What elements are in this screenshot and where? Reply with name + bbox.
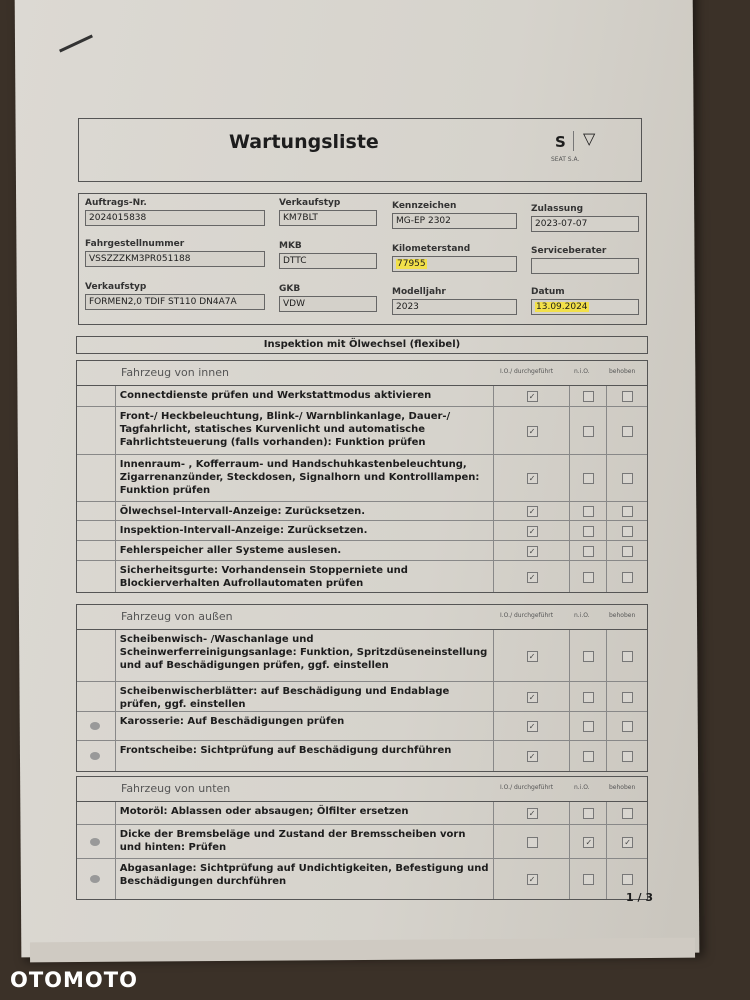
task-text: Fehlerspeicher aller Systeme auslesen.	[116, 541, 494, 560]
value: KM7BLT	[279, 210, 377, 226]
highlighted-value: 77955	[397, 259, 426, 269]
visual-check-icon	[90, 838, 100, 846]
section-header	[77, 777, 647, 802]
visual-check-icon	[90, 752, 100, 760]
check-cell	[570, 386, 607, 406]
checkbox-checked[interactable]: ✓	[527, 651, 538, 662]
field-verkaufstyp	[279, 198, 377, 226]
row-icon-cell	[77, 455, 116, 501]
section-title: Fahrzeug von unten	[121, 782, 231, 795]
checkbox-checked[interactable]: ✓	[527, 751, 538, 762]
checkbox-unchecked[interactable]	[622, 808, 633, 819]
checklist-row	[77, 455, 647, 502]
check-cell	[570, 455, 607, 501]
column-header: behoben	[609, 368, 636, 375]
label: Zulassung	[531, 204, 584, 214]
task-text: Connectdienste prüfen und Werkstattmodus aktivieren	[116, 386, 494, 406]
checkbox-unchecked[interactable]	[622, 526, 633, 537]
checkbox-unchecked[interactable]	[622, 572, 633, 583]
column-header: I.O./ durchgeführt	[500, 612, 554, 619]
logo-divider	[573, 131, 574, 151]
visual-check-icon	[90, 722, 100, 730]
label: Fahrgestellnummer	[85, 239, 185, 249]
check-cell	[494, 541, 571, 560]
checklist-row	[77, 741, 647, 771]
checkbox-unchecked[interactable]	[622, 751, 633, 762]
checkbox-unchecked[interactable]	[583, 874, 594, 885]
checkbox-unchecked[interactable]	[583, 692, 594, 703]
check-cell	[607, 630, 647, 681]
label: Kennzeichen	[392, 201, 457, 211]
row-icon-cell	[77, 407, 116, 454]
check-cell	[494, 741, 571, 771]
label: Verkaufstyp	[85, 282, 147, 292]
field-serviceberater	[531, 246, 639, 274]
checkbox-unchecked[interactable]	[622, 721, 633, 732]
check-cell	[607, 825, 647, 858]
label: Datum	[531, 287, 565, 297]
watermark: OTOMOTO	[10, 968, 138, 992]
page-number: 1 / 3	[626, 891, 653, 904]
check-cell	[607, 541, 647, 560]
inspection-type-banner: Inspektion mit Ölwechsel (flexibel)	[76, 336, 648, 354]
checkbox-unchecked[interactable]	[583, 473, 594, 484]
check-cell	[494, 561, 571, 592]
checklist-row	[77, 825, 647, 859]
section-header	[77, 605, 647, 630]
field-kilometerstand	[392, 244, 517, 272]
check-cell	[494, 682, 571, 711]
task-text: Ölwechsel-Intervall-Anzeige: Zurücksetzen.	[116, 502, 494, 520]
task-text: Inspektion-Intervall-Anzeige: Zurücksetzen.	[116, 521, 494, 540]
checkbox-checked[interactable]: ✓	[527, 506, 538, 517]
checkbox-unchecked[interactable]	[622, 426, 633, 437]
value: DTTC	[279, 253, 377, 269]
checkbox-unchecked[interactable]	[583, 526, 594, 537]
checkbox-unchecked[interactable]	[622, 692, 633, 703]
checkbox-checked[interactable]: ✓	[527, 473, 538, 484]
row-icon-cell	[77, 712, 116, 740]
checklist-row	[77, 521, 647, 541]
check-cell	[607, 682, 647, 711]
checklist-section	[76, 776, 648, 900]
section-title: Fahrzeug von innen	[121, 366, 229, 379]
check-cell	[570, 561, 607, 592]
value: 2024015838	[85, 210, 265, 226]
checkbox-checked[interactable]: ✓	[527, 721, 538, 732]
check-cell	[570, 502, 607, 520]
checkbox-checked[interactable]: ✓	[622, 837, 633, 848]
underlying-page	[30, 938, 695, 963]
section-title: Fahrzeug von außen	[121, 610, 233, 623]
field-modelljahr	[392, 287, 517, 315]
row-icon-cell	[77, 521, 116, 540]
check-cell	[570, 825, 607, 858]
checkbox-unchecked[interactable]	[583, 391, 594, 402]
field-fahrgestellnummer	[85, 239, 265, 267]
checkbox-checked[interactable]: ✓	[527, 526, 538, 537]
vehicle-info-box	[78, 193, 647, 325]
visual-check-icon	[90, 875, 100, 883]
column-header: I.O./ durchgeführt	[500, 368, 554, 375]
checkbox-checked[interactable]: ✓	[527, 692, 538, 703]
checklist-row	[77, 407, 647, 455]
checkbox-checked[interactable]: ✓	[527, 426, 538, 437]
check-cell	[570, 682, 607, 711]
task-text: Motoröl: Ablassen oder absaugen; Ölfilter ersetzen	[116, 802, 494, 824]
checkbox-unchecked[interactable]	[583, 721, 594, 732]
check-cell	[570, 541, 607, 560]
checkbox-checked[interactable]: ✓	[527, 808, 538, 819]
column-header: n.i.O.	[574, 368, 590, 375]
task-text: Scheibenwisch- /Waschanlage und Scheinwerferreinigungsanlage: Funktion, Spritzdüseneinstellung und auf Beschädigungen prüfen, ggf. einstellen	[116, 630, 494, 681]
row-icon-cell	[77, 825, 116, 858]
highlighted-value: 13.09.2024	[536, 302, 588, 312]
check-cell	[570, 741, 607, 771]
logo-brand-text: SEAT S.A.	[551, 156, 580, 163]
row-icon-cell	[77, 859, 116, 899]
checkbox-unchecked[interactable]	[622, 651, 633, 662]
cupra-logo-icon: ▽	[583, 129, 596, 148]
row-icon-cell	[77, 561, 116, 592]
checkbox-checked[interactable]: ✓	[527, 546, 538, 557]
check-cell	[494, 407, 571, 454]
label: GKB	[279, 284, 301, 294]
value: 2023-07-07	[531, 216, 639, 232]
field-kennzeichen	[392, 201, 517, 229]
field-datum	[531, 287, 639, 315]
seat-logo-icon: S	[555, 133, 566, 151]
checklist-row	[77, 859, 647, 899]
check-cell	[607, 502, 647, 520]
check-cell	[570, 521, 607, 540]
value	[531, 258, 639, 274]
check-cell	[607, 386, 647, 406]
field-verkaufstyp-2	[85, 282, 265, 310]
check-cell	[607, 741, 647, 771]
checkbox-unchecked[interactable]	[583, 546, 594, 557]
checkbox-checked[interactable]: ✓	[527, 874, 538, 885]
task-text: Karosserie: Auf Beschädigungen prüfen	[116, 712, 494, 740]
checkbox-unchecked[interactable]	[583, 426, 594, 437]
row-icon-cell	[77, 502, 116, 520]
checklist-row	[77, 802, 647, 825]
checkbox-checked[interactable]: ✓	[527, 391, 538, 402]
check-cell	[494, 802, 571, 824]
checkbox-unchecked[interactable]	[622, 473, 633, 484]
check-cell	[494, 502, 571, 520]
checkbox-unchecked[interactable]	[583, 572, 594, 583]
value: FORMEN2,0 TDIF ST110 DN4A7A	[85, 294, 265, 310]
checkbox-unchecked[interactable]	[583, 808, 594, 819]
check-cell	[607, 407, 647, 454]
column-header: I.O./ durchgeführt	[500, 784, 554, 791]
value: 2023	[392, 299, 517, 315]
check-cell	[494, 859, 571, 899]
check-cell	[570, 859, 607, 899]
section-header	[77, 361, 647, 386]
seat-cupra-logo	[545, 129, 615, 169]
checklist-row	[77, 541, 647, 561]
check-cell	[607, 521, 647, 540]
document-title: Wartungsliste	[229, 131, 379, 153]
value: MG-EP 2302	[392, 213, 517, 229]
value: VDW	[279, 296, 377, 312]
value	[531, 299, 639, 315]
column-header: behoben	[609, 784, 636, 791]
field-mkb	[279, 241, 377, 269]
check-cell	[570, 630, 607, 681]
checklist-row	[77, 630, 647, 682]
check-cell	[607, 561, 647, 592]
task-text: Innenraum- , Kofferraum- und Handschuhkastenbeleuchtung, Zigarrenanzünder, Steckdosen, Signalhorn und Kontrolllampen: Funktion prüfen	[116, 455, 494, 501]
row-icon-cell	[77, 741, 116, 771]
label: Modelljahr	[392, 287, 446, 297]
check-cell	[494, 712, 571, 740]
checkbox-unchecked[interactable]	[583, 506, 594, 517]
task-text: Front-/ Heckbeleuchtung, Blink-/ Warnblinkanlage, Dauer-/ Tagfahrlicht, statisches Kurvenlicht und automatische Fahrlichtsteuerung (falls vorhanden): Funktion prüfen	[116, 407, 494, 454]
task-text: Abgasanlage: Sichtprüfung auf Undichtigkeiten, Befestigung und Beschädigungen durchführen	[116, 859, 494, 899]
field-auftrags-nr	[85, 198, 265, 226]
check-cell	[494, 825, 571, 858]
title-box	[78, 118, 642, 182]
checkbox-unchecked[interactable]	[622, 506, 633, 517]
checkbox-unchecked[interactable]	[622, 874, 633, 885]
checkbox-checked[interactable]: ✓	[583, 837, 594, 848]
check-cell	[607, 712, 647, 740]
row-icon-cell	[77, 386, 116, 406]
label: Auftrags-Nr.	[85, 198, 147, 208]
task-text: Sicherheitsgurte: Vorhandensein Stopperniete und Blockierverhalten Aufrollautomaten prüfen	[116, 561, 494, 592]
label: MKB	[279, 241, 302, 251]
checkbox-unchecked[interactable]	[583, 751, 594, 762]
field-zulassung	[531, 204, 639, 232]
row-icon-cell	[77, 541, 116, 560]
column-header: behoben	[609, 612, 636, 619]
label: Serviceberater	[531, 246, 607, 256]
task-text: Frontscheibe: Sichtprüfung auf Beschädigung durchführen	[116, 741, 494, 771]
check-cell	[494, 386, 571, 406]
check-cell	[607, 802, 647, 824]
label: Verkaufstyp	[279, 198, 341, 208]
value	[392, 256, 517, 272]
check-cell	[570, 712, 607, 740]
check-cell	[494, 521, 571, 540]
field-gkb	[279, 284, 377, 312]
label: Kilometerstand	[392, 244, 471, 254]
checklist-section	[76, 604, 648, 772]
check-cell	[607, 455, 647, 501]
check-cell	[494, 630, 571, 681]
row-icon-cell	[77, 630, 116, 681]
row-icon-cell	[77, 802, 116, 824]
checklist-row	[77, 712, 647, 741]
task-text: Dicke der Bremsbeläge und Zustand der Bremsscheiben vorn und hinten: Prüfen	[116, 825, 494, 858]
check-cell	[570, 802, 607, 824]
checklist-row	[77, 502, 647, 521]
checkbox-checked[interactable]: ✓	[527, 572, 538, 583]
checklist-row	[77, 386, 647, 407]
column-header: n.i.O.	[574, 612, 590, 619]
checklist-row	[77, 561, 647, 592]
checkbox-unchecked[interactable]	[583, 651, 594, 662]
checklist-row	[77, 682, 647, 712]
check-cell	[494, 455, 571, 501]
checkbox-unchecked[interactable]	[622, 546, 633, 557]
task-text: Scheibenwischerblätter: auf Beschädigung und Endablage prüfen, ggf. einstellen	[116, 682, 494, 711]
column-header: n.i.O.	[574, 784, 590, 791]
row-icon-cell	[77, 682, 116, 711]
checkbox-unchecked[interactable]	[622, 391, 633, 402]
checkbox-unchecked[interactable]	[527, 837, 538, 848]
check-cell	[570, 407, 607, 454]
value: VSSZZZKM3PR051188	[85, 251, 265, 267]
checklist-section	[76, 360, 648, 593]
